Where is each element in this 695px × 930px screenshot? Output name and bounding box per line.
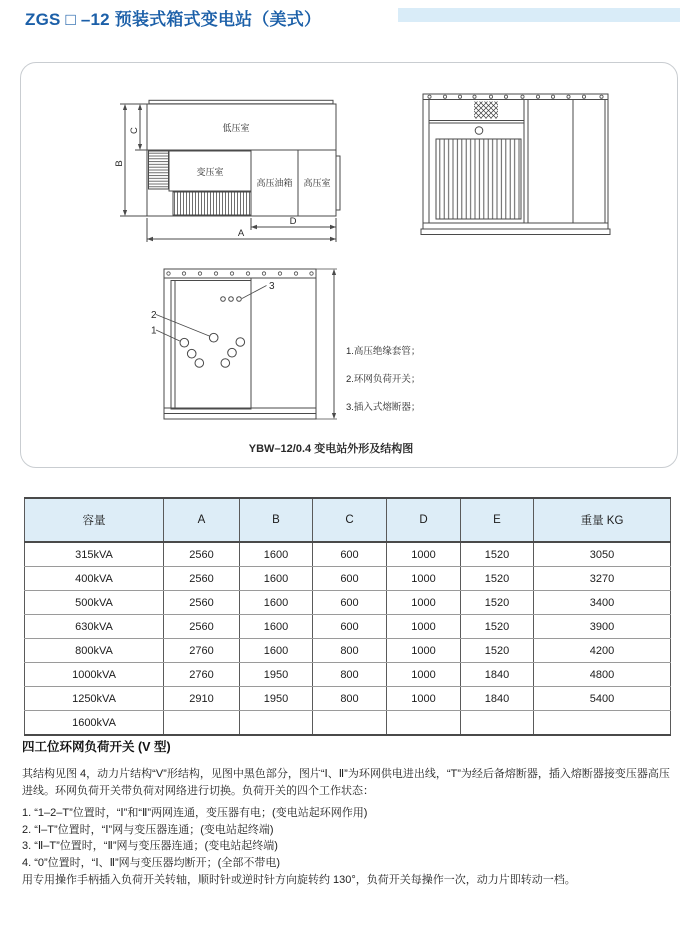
value-cell: 1000 — [387, 687, 461, 711]
section-footer: 用专用操作手柄插入负荷开关转轴，顺时针或逆时针方向旋转约 130°，负荷开关每操作一次，动力片即转动一档。 — [22, 874, 576, 886]
value-cell: 2760 — [164, 663, 240, 687]
value-cell: 800 — [313, 687, 387, 711]
room-label-low-voltage: 低压室 — [222, 123, 250, 133]
col-header-d: D — [387, 498, 461, 542]
col-header-capacity: 容量 — [25, 498, 164, 542]
capacity-cell: 400kVA — [25, 567, 164, 591]
value-cell — [461, 711, 534, 736]
value-cell — [534, 711, 671, 736]
value-cell: 2560 — [164, 615, 240, 639]
col-header-b: B — [240, 498, 313, 542]
fuse-holes — [221, 297, 242, 302]
value-cell: 1000 — [387, 591, 461, 615]
value-cell: 1000 — [387, 663, 461, 687]
bottom-louver-hatch — [173, 192, 251, 215]
ventilation-grille — [436, 139, 521, 219]
value-cell: 1600 — [240, 591, 313, 615]
col-header-weight: 重量 KG — [534, 498, 671, 542]
bushing-circles — [180, 333, 245, 367]
switch-section — [22, 737, 680, 889]
value-cell: 1600 — [240, 542, 313, 567]
value-cell: 1950 — [240, 663, 313, 687]
structure-view-labels — [151, 281, 275, 337]
table-row — [25, 711, 671, 736]
value-cell: 2910 — [164, 687, 240, 711]
value-cell: 1600 — [240, 639, 313, 663]
col-header-c: C — [313, 498, 387, 542]
value-cell: 1000 — [387, 542, 461, 567]
value-cell — [164, 711, 240, 736]
capacity-cell: 315kVA — [25, 542, 164, 567]
callout-3: 3 — [269, 281, 275, 292]
value-cell: 600 — [313, 615, 387, 639]
capacity-cell: 800kVA — [25, 639, 164, 663]
value-cell: 1600 — [240, 567, 313, 591]
value-cell: 1000 — [387, 615, 461, 639]
dim-label-b: B — [114, 160, 125, 167]
value-cell — [387, 711, 461, 736]
table-row — [25, 542, 671, 567]
value-cell: 3050 — [534, 542, 671, 567]
room-label-transformer: 变压室 — [196, 167, 224, 177]
value-cell: 1000 — [387, 567, 461, 591]
figure-caption: YBW–12/0.4 变电站外形及结构图 — [248, 443, 414, 455]
substation-drawings — [21, 63, 677, 467]
value-cell: 2560 — [164, 591, 240, 615]
value-cell: 800 — [313, 663, 387, 687]
room-label-hv: 高压室 — [303, 178, 331, 188]
legend-line-1: 1.高压绝缘套管； — [346, 346, 421, 357]
capacity-cell: 630kVA — [25, 615, 164, 639]
callout-1: 1 — [151, 325, 157, 337]
col-header-e: E — [461, 498, 534, 542]
col-header-a: A — [164, 498, 240, 542]
table-row — [25, 687, 671, 711]
door-handle — [475, 127, 483, 135]
capacity-cell: 500kVA — [25, 591, 164, 615]
section-intro: 其结构见图 4，动力片结构“V”形结构，见图中黑色部分，图片“Ⅰ、Ⅱ”为环网供电进出线，“T”为经后备熔断器，插入熔断器接变压器高压进线。环网负荷开关带负荷对网络进行切换。负荷开关的四个工作状态： — [22, 768, 670, 797]
value-cell: 1840 — [461, 687, 534, 711]
structure-legend — [346, 345, 420, 413]
structure-outline — [164, 269, 316, 419]
hv-compartment — [171, 281, 251, 410]
table-row — [25, 663, 671, 687]
section-items — [22, 805, 680, 871]
value-cell: 1520 — [461, 567, 534, 591]
switch-state-item-1: 1. “1–2–T”位置时，“Ⅰ”和“Ⅱ”两网连通，变压器有电；(变电站起环网作用) — [22, 807, 368, 819]
roof-strip — [149, 100, 333, 104]
value-cell: 800 — [313, 639, 387, 663]
table-row — [25, 591, 671, 615]
value-cell: 600 — [313, 542, 387, 567]
value-cell: 3400 — [534, 591, 671, 615]
switch-state-item-4: 4. “0”位置时，“Ⅰ、Ⅱ”网与变压器均断开；(全部不带电) — [22, 856, 280, 869]
section-heading: 四工位环网负荷开关 (V 型) — [22, 740, 171, 754]
structure-bolts — [167, 272, 313, 275]
value-cell: 1600 — [240, 615, 313, 639]
value-cell: 1520 — [461, 591, 534, 615]
value-cell: 1840 — [461, 663, 534, 687]
roof-bolts — [428, 95, 603, 98]
legend-line-2: 2.环网负荷开关； — [346, 374, 421, 385]
value-cell: 1000 — [387, 639, 461, 663]
capacity-cell: 1000kVA — [25, 663, 164, 687]
callout-2: 2 — [151, 310, 157, 321]
dim-label-d: D — [289, 216, 297, 227]
value-cell: 2760 — [164, 639, 240, 663]
mesh-vent — [474, 102, 498, 119]
table-row — [25, 639, 671, 663]
table-header-row — [25, 498, 671, 542]
value-cell — [240, 711, 313, 736]
spec-table-body — [25, 542, 671, 735]
value-cell: 3270 — [534, 567, 671, 591]
side-louver-hatch — [149, 151, 169, 189]
cabinet-base — [421, 229, 610, 235]
switch-state-item-2: 2. “Ⅰ–T”位置时，“Ⅰ”网与变压器连通；(变电站起终端) — [22, 823, 274, 836]
value-cell: 1520 — [461, 542, 534, 567]
table-row — [25, 615, 671, 639]
value-cell: 2560 — [164, 542, 240, 567]
value-cell: 600 — [313, 591, 387, 615]
legend-line-3: 3.插入式熔断器； — [346, 402, 421, 413]
right-tab — [336, 156, 340, 210]
switch-state-item-3: 3. “Ⅱ–T”位置时，“Ⅱ”网与变压器连通；(变电站起终端) — [22, 840, 278, 852]
plan-view-drawing — [120, 100, 340, 242]
page-title: ZGS □ –12 预装式箱式变电站（美式） — [25, 10, 322, 29]
room-label-hv-oil-tank: 高压油箱 — [256, 178, 293, 188]
dim-label-c: C — [129, 127, 140, 134]
dim-label-a: A — [237, 228, 245, 239]
value-cell: 1950 — [240, 687, 313, 711]
value-cell: 1520 — [461, 615, 534, 639]
structure-view-drawing — [156, 269, 337, 419]
table-row — [25, 567, 671, 591]
front-view-drawing — [421, 94, 610, 235]
value-cell: 1520 — [461, 639, 534, 663]
value-cell: 5400 — [534, 687, 671, 711]
value-cell: 3900 — [534, 615, 671, 639]
value-cell: 4200 — [534, 639, 671, 663]
value-cell: 2560 — [164, 567, 240, 591]
capacity-cell: 1250kVA — [25, 687, 164, 711]
capacity-cell: 1600kVA — [25, 711, 164, 736]
figure-panel — [20, 62, 678, 468]
value-cell — [313, 711, 387, 736]
value-cell: 4800 — [534, 663, 671, 687]
value-cell: 600 — [313, 567, 387, 591]
title-accent-bar — [398, 8, 680, 22]
spec-table — [24, 497, 671, 736]
